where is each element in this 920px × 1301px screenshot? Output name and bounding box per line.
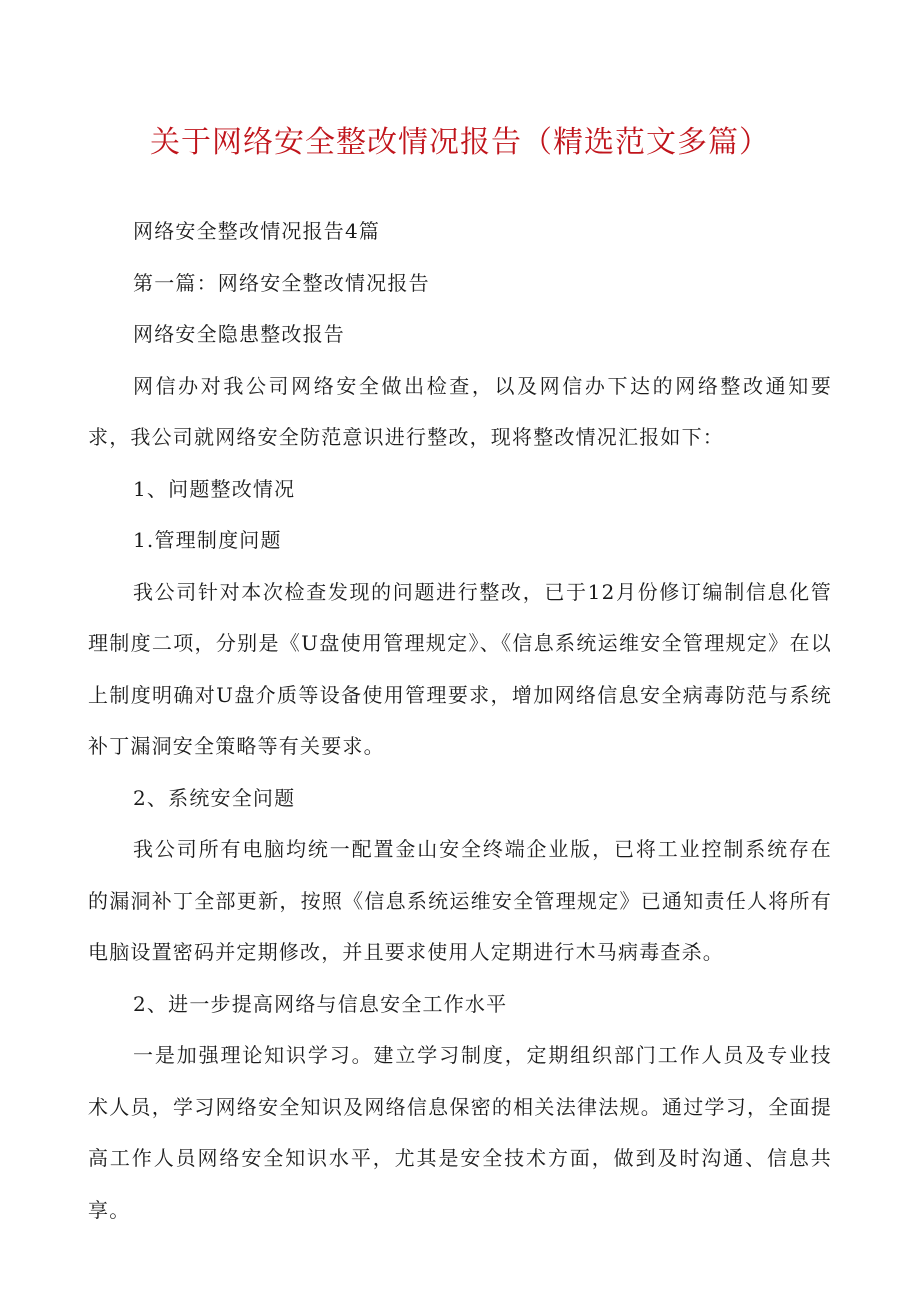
section-heading-1: 1、问题整改情况 bbox=[133, 476, 296, 501]
section-heading-2-improve: 2、进一步提高网络与信息安全工作水平 bbox=[133, 991, 508, 1016]
document-body bbox=[88, 206, 832, 1236]
paragraph-intro: 网信办对我公司网络安全做出检查，以及网信办下达的网络整改通知要求，我公司就网络安全防范意识进行整改，现将整改情况汇报如下： bbox=[88, 373, 832, 449]
paragraph-management: 我公司针对本次检查发现的问题进行整改，已于12月份修订编制信息化管理制度二项，分别是《U盘使用管理规定》、《信息系统运维安全管理规定》在以上制度明确对U盘介质等设备使用管理要求，增加网络信息安全病毒防范与系统补丁漏洞安全策略等有关要求。 bbox=[88, 579, 832, 758]
document-title: 关于网络安全整改情况报告（精选范文多篇） bbox=[150, 125, 770, 160]
section-heading-2-system: 2、系统安全问题 bbox=[133, 785, 296, 810]
paragraph-study: 一是加强理论知识学习。建立学习制度，定期组织部门工作人员及专业技术人员，学习网络安全知识及网络信息保密的相关法律法规。通过学习，全面提高工作人员网络安全知识水平，尤其是安全技术方面，做到及时沟通、信息共享。 bbox=[88, 1043, 832, 1222]
heading-hazard-report: 网络安全隐患整改报告 bbox=[133, 322, 345, 346]
heading-chapter-one: 第一篇：网络安全整改情况报告 bbox=[133, 270, 430, 295]
paragraph-system-security: 我公司所有电脑均统一配置金山安全终端企业版，已将工业控制系统存在的漏洞补丁全部更新，按照《信息系统运维安全管理规定》已通知责任人将所有电脑设置密码并定期修改，并且要求使用人定期进行木马病毒查杀。 bbox=[88, 837, 832, 964]
subsection-heading-management: 1.管理制度问题 bbox=[133, 528, 282, 552]
heading-report-count: 网络安全整改情况报告4篇 bbox=[133, 219, 381, 243]
